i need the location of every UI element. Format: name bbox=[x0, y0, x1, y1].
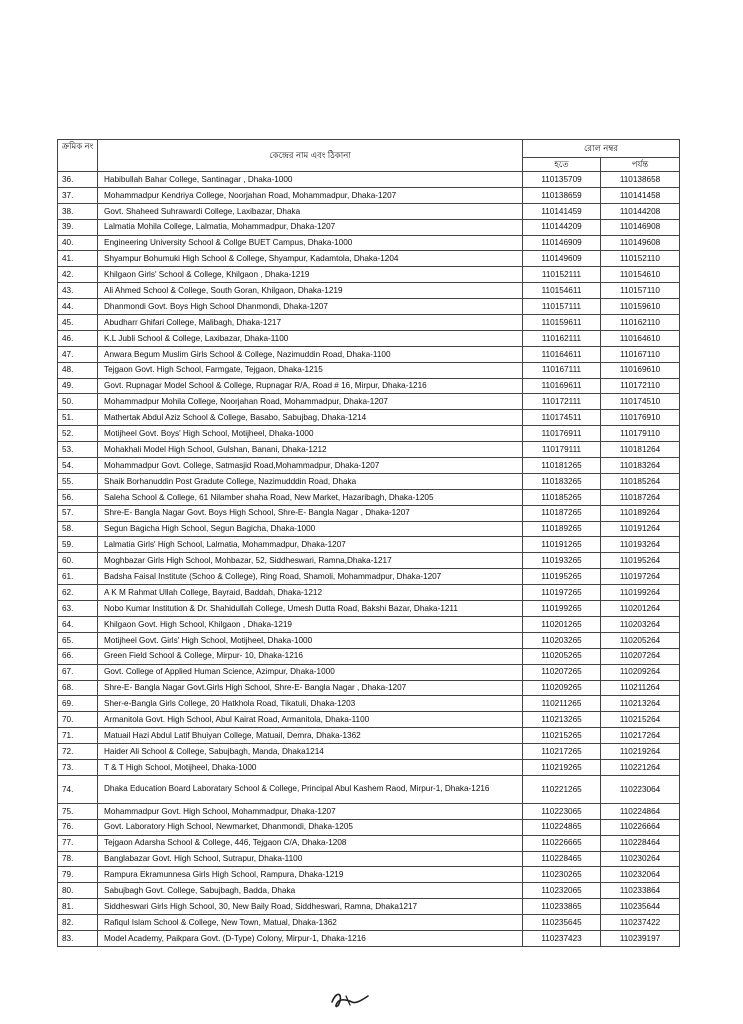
serial-cell: 67. bbox=[58, 664, 98, 680]
table-row bbox=[58, 930, 680, 946]
center-name-cell: Haider Ali School & College, Sabujbagh, Manda, Dhaka1214 bbox=[98, 744, 523, 760]
roll-to-cell: 110224864 bbox=[601, 803, 680, 819]
table-row bbox=[58, 203, 680, 219]
roll-to-cell: 110146908 bbox=[601, 219, 680, 235]
roll-from-cell: 110149609 bbox=[523, 251, 601, 267]
roll-to-cell: 110159610 bbox=[601, 299, 680, 315]
exam-centers-table bbox=[57, 139, 680, 947]
serial-cell: 63. bbox=[58, 601, 98, 617]
table-row bbox=[58, 553, 680, 569]
center-name-cell: Ali Ahmed School & College, South Goran, Khilgaon, Dhaka-1219 bbox=[98, 283, 523, 299]
serial-cell: 43. bbox=[58, 283, 98, 299]
serial-cell: 74. bbox=[58, 775, 98, 803]
roll-from-header: হতে bbox=[523, 158, 601, 172]
roll-from-cell: 110152111 bbox=[523, 267, 601, 283]
serial-cell: 48. bbox=[58, 362, 98, 378]
roll-from-cell: 110209265 bbox=[523, 680, 601, 696]
serial-cell: 71. bbox=[58, 728, 98, 744]
roll-to-cell: 110154610 bbox=[601, 267, 680, 283]
roll-from-cell: 110215265 bbox=[523, 728, 601, 744]
roll-to-cell: 110141458 bbox=[601, 187, 680, 203]
roll-from-cell: 110146909 bbox=[523, 235, 601, 251]
roll-to-cell: 110237422 bbox=[601, 915, 680, 931]
roll-from-cell: 110191265 bbox=[523, 537, 601, 553]
table-row bbox=[58, 819, 680, 835]
roll-from-cell: 110237423 bbox=[523, 930, 601, 946]
serial-cell: 72. bbox=[58, 744, 98, 760]
center-name-cell: Govt. College of Applied Human Science, Azimpur, Dhaka-1000 bbox=[98, 664, 523, 680]
roll-to-cell: 110233864 bbox=[601, 883, 680, 899]
table-row bbox=[58, 680, 680, 696]
roll-from-cell: 110230265 bbox=[523, 867, 601, 883]
center-name-cell: Rafiqul Islam School & College, New Town, Matual, Dhaka-1362 bbox=[98, 915, 523, 931]
table-row bbox=[58, 835, 680, 851]
table-row bbox=[58, 648, 680, 664]
serial-cell: 83. bbox=[58, 930, 98, 946]
roll-to-cell: 110205264 bbox=[601, 632, 680, 648]
roll-to-cell: 110217264 bbox=[601, 728, 680, 744]
center-name-cell: Anwara Begum Muslim Girls School & College, Nazimuddin Road, Dhaka-1100 bbox=[98, 346, 523, 362]
serial-cell: 46. bbox=[58, 330, 98, 346]
center-name-cell: T & T High School, Motijheel, Dhaka-1000 bbox=[98, 759, 523, 775]
serial-cell: 58. bbox=[58, 521, 98, 537]
roll-to-cell: 110189264 bbox=[601, 505, 680, 521]
serial-cell: 70. bbox=[58, 712, 98, 728]
center-name-cell: Tejgaon Govt. High School, Farmgate, Tejgaon, Dhaka-1215 bbox=[98, 362, 523, 378]
center-name-cell: Nobo Kumar Institution & Dr. Shahidullah College, Umesh Dutta Road, Bakshi Bazar, Dhaka-1211 bbox=[98, 601, 523, 617]
roll-to-cell: 110174510 bbox=[601, 394, 680, 410]
table-row bbox=[58, 426, 680, 442]
center-name-cell: Matuail Hazi Abdul Latif Bhuiyan College, Matuail, Demra, Dhaka-1362 bbox=[98, 728, 523, 744]
table-row bbox=[58, 330, 680, 346]
center-name-cell: Shyampur Bohumuki High School & College, Shyampur, Kadamtola, Dhaka-1204 bbox=[98, 251, 523, 267]
center-name-cell: Engineering University School & Collge BUET Campus, Dhaka-1000 bbox=[98, 235, 523, 251]
table-row bbox=[58, 759, 680, 775]
center-name-cell: Mohammadpur Govt. High School, Mohammadpur, Dhaka-1207 bbox=[98, 803, 523, 819]
roll-to-cell: 110169610 bbox=[601, 362, 680, 378]
table-row bbox=[58, 235, 680, 251]
center-name-cell: K.L Jubli School & College, Laxibazar, Dhaka-1100 bbox=[98, 330, 523, 346]
serial-cell: 39. bbox=[58, 219, 98, 235]
roll-from-cell: 110233865 bbox=[523, 899, 601, 915]
table-row bbox=[58, 915, 680, 931]
roll-to-cell: 110144208 bbox=[601, 203, 680, 219]
serial-cell: 79. bbox=[58, 867, 98, 883]
center-name-cell: Dhanmondi Govt. Boys High School Dhanmondi, Dhaka-1207 bbox=[98, 299, 523, 315]
table-row bbox=[58, 378, 680, 394]
center-name-cell: Mohakhali Model High School, Gulshan, Banani, Dhaka-1212 bbox=[98, 442, 523, 458]
table-row bbox=[58, 775, 680, 803]
roll-from-cell: 110167111 bbox=[523, 362, 601, 378]
roll-from-cell: 110223065 bbox=[523, 803, 601, 819]
roll-from-cell: 110154611 bbox=[523, 283, 601, 299]
serial-cell: 75. bbox=[58, 803, 98, 819]
serial-cell: 52. bbox=[58, 426, 98, 442]
roll-from-cell: 110201265 bbox=[523, 616, 601, 632]
center-name-cell: Mathertak Abdul Aziz School & College, Basabo, Sabujbag, Dhaka-1214 bbox=[98, 410, 523, 426]
roll-to-cell: 110181264 bbox=[601, 442, 680, 458]
roll-to-cell: 110215264 bbox=[601, 712, 680, 728]
roll-from-cell: 110224865 bbox=[523, 819, 601, 835]
roll-from-cell: 110193265 bbox=[523, 553, 601, 569]
roll-from-cell: 110226665 bbox=[523, 835, 601, 851]
roll-from-cell: 110179111 bbox=[523, 442, 601, 458]
roll-from-cell: 110164611 bbox=[523, 346, 601, 362]
table-body bbox=[58, 172, 680, 947]
center-name-cell: Armanitola Govt. High School, Abul Kairat Road, Armanitola, Dhaka-1100 bbox=[98, 712, 523, 728]
serial-cell: 68. bbox=[58, 680, 98, 696]
serial-cell: 41. bbox=[58, 251, 98, 267]
roll-to-cell: 110187264 bbox=[601, 489, 680, 505]
roll-to-cell: 110213264 bbox=[601, 696, 680, 712]
center-name-cell: Lalmatia Mohila College, Lalmatia, Mohammadpur, Dhaka-1207 bbox=[98, 219, 523, 235]
roll-to-cell: 110179110 bbox=[601, 426, 680, 442]
roll-from-cell: 110199265 bbox=[523, 601, 601, 617]
serial-cell: 81. bbox=[58, 899, 98, 915]
roll-to-cell: 110209264 bbox=[601, 664, 680, 680]
table-row bbox=[58, 251, 680, 267]
serial-cell: 42. bbox=[58, 267, 98, 283]
roll-to-cell: 110199264 bbox=[601, 585, 680, 601]
table-row bbox=[58, 744, 680, 760]
roll-to-cell: 110219264 bbox=[601, 744, 680, 760]
roll-from-cell: 110183265 bbox=[523, 473, 601, 489]
serial-cell: 50. bbox=[58, 394, 98, 410]
center-name-cell: Khilgaon Govt. High School, Khilgaon , Dhaka-1219 bbox=[98, 616, 523, 632]
table-row bbox=[58, 410, 680, 426]
serial-cell: 60. bbox=[58, 553, 98, 569]
serial-cell: 76. bbox=[58, 819, 98, 835]
roll-from-cell: 110159611 bbox=[523, 315, 601, 331]
table-row bbox=[58, 537, 680, 553]
serial-cell: 36. bbox=[58, 172, 98, 188]
center-name-cell: Saleha School & College, 61 Nilamber shaha Road, New Market, Hazaribagh, Dhaka-1205 bbox=[98, 489, 523, 505]
table-row bbox=[58, 299, 680, 315]
center-name-cell: Sabujbagh Govt. College, Sabujbagh, Badda, Dhaka bbox=[98, 883, 523, 899]
roll-to-cell: 110195264 bbox=[601, 553, 680, 569]
roll-to-cell: 110203264 bbox=[601, 616, 680, 632]
serial-cell: 82. bbox=[58, 915, 98, 931]
roll-from-cell: 110144209 bbox=[523, 219, 601, 235]
table-row bbox=[58, 883, 680, 899]
roll-to-cell: 110201264 bbox=[601, 601, 680, 617]
serial-header: ক্রমিক নং bbox=[58, 140, 98, 172]
serial-cell: 55. bbox=[58, 473, 98, 489]
roll-from-cell: 110187265 bbox=[523, 505, 601, 521]
table-row bbox=[58, 172, 680, 188]
table-row bbox=[58, 601, 680, 617]
table-row bbox=[58, 632, 680, 648]
roll-to-cell: 110211264 bbox=[601, 680, 680, 696]
roll-from-cell: 110207265 bbox=[523, 664, 601, 680]
serial-cell: 40. bbox=[58, 235, 98, 251]
table-row bbox=[58, 867, 680, 883]
roll-from-cell: 110174511 bbox=[523, 410, 601, 426]
center-name-cell: Mohammadpur Kendriya College, Noorjahan Road, Mohammadpur, Dhaka-1207 bbox=[98, 187, 523, 203]
roll-to-cell: 110164610 bbox=[601, 330, 680, 346]
table-row bbox=[58, 489, 680, 505]
roll-from-cell: 110169611 bbox=[523, 378, 601, 394]
serial-cell: 49. bbox=[58, 378, 98, 394]
roll-from-cell: 110162111 bbox=[523, 330, 601, 346]
serial-cell: 44. bbox=[58, 299, 98, 315]
handwritten-signature bbox=[328, 988, 372, 1012]
serial-cell: 64. bbox=[58, 616, 98, 632]
roll-to-cell: 110149608 bbox=[601, 235, 680, 251]
center-name-cell: Mohammadpur Mohila College, Noorjahan Road, Mohammadpur, Dhaka-1207 bbox=[98, 394, 523, 410]
serial-cell: 57. bbox=[58, 505, 98, 521]
serial-cell: 65. bbox=[58, 632, 98, 648]
roll-from-cell: 110213265 bbox=[523, 712, 601, 728]
serial-cell: 45. bbox=[58, 315, 98, 331]
serial-cell: 38. bbox=[58, 203, 98, 219]
center-name-cell: Segun Bagicha High School, Segun Bagicha, Dhaka-1000 bbox=[98, 521, 523, 537]
center-name-cell: Moghbazar Girls High School, Mohbazar, 52, Siddheswari, Ramna,Dhaka-1217 bbox=[98, 553, 523, 569]
table-row bbox=[58, 521, 680, 537]
serial-cell: 69. bbox=[58, 696, 98, 712]
center-name-cell: Dhaka Education Board Laboratary School & College, Principal Abul Kashem Raod, Mirpur-1, Dhaka-1216 bbox=[98, 775, 523, 803]
roll-to-cell: 110221264 bbox=[601, 759, 680, 775]
table-row bbox=[58, 442, 680, 458]
roll-to-cell: 110239197 bbox=[601, 930, 680, 946]
serial-cell: 80. bbox=[58, 883, 98, 899]
table-row bbox=[58, 267, 680, 283]
table-row bbox=[58, 569, 680, 585]
roll-from-cell: 110135709 bbox=[523, 172, 601, 188]
roll-to-cell: 110152110 bbox=[601, 251, 680, 267]
center-name-cell: Lalmatia Girls' High School, Lalmatia, Mohammadpur, Dhaka-1207 bbox=[98, 537, 523, 553]
roll-to-cell: 110226664 bbox=[601, 819, 680, 835]
serial-cell: 51. bbox=[58, 410, 98, 426]
roll-to-cell: 110167110 bbox=[601, 346, 680, 362]
roll-from-cell: 110138659 bbox=[523, 187, 601, 203]
serial-cell: 56. bbox=[58, 489, 98, 505]
table-row bbox=[58, 187, 680, 203]
roll-from-cell: 110172111 bbox=[523, 394, 601, 410]
center-name-cell: Khilgaon Girls' School & College, Khilgaon , Dhaka-1219 bbox=[98, 267, 523, 283]
roll-from-cell: 110221265 bbox=[523, 775, 601, 803]
roll-to-cell: 110235644 bbox=[601, 899, 680, 915]
roll-to-cell: 110185264 bbox=[601, 473, 680, 489]
table-row bbox=[58, 315, 680, 331]
table-row bbox=[58, 362, 680, 378]
table-row bbox=[58, 664, 680, 680]
table-row bbox=[58, 728, 680, 744]
roll-from-cell: 110232065 bbox=[523, 883, 601, 899]
roll-to-cell: 110191264 bbox=[601, 521, 680, 537]
roll-from-cell: 110176911 bbox=[523, 426, 601, 442]
roll-to-cell: 110176910 bbox=[601, 410, 680, 426]
table-row bbox=[58, 803, 680, 819]
center-name-header: কেন্দ্রের নাম এবং ঠিকানা bbox=[98, 140, 523, 172]
roll-from-cell: 110217265 bbox=[523, 744, 601, 760]
serial-cell: 77. bbox=[58, 835, 98, 851]
roll-from-cell: 110141459 bbox=[523, 203, 601, 219]
serial-cell: 61. bbox=[58, 569, 98, 585]
serial-cell: 78. bbox=[58, 851, 98, 867]
roll-to-cell: 110193264 bbox=[601, 537, 680, 553]
roll-to-cell: 110230264 bbox=[601, 851, 680, 867]
center-name-cell: Shre-E- Bangla Nagar Govt.Girls High School, Shre-E- Bangla Nagar , Dhaka-1207 bbox=[98, 680, 523, 696]
table-row bbox=[58, 899, 680, 915]
table-row bbox=[58, 219, 680, 235]
serial-cell: 54. bbox=[58, 458, 98, 474]
table-row bbox=[58, 346, 680, 362]
roll-to-cell: 110207264 bbox=[601, 648, 680, 664]
roll-to-cell: 110232064 bbox=[601, 867, 680, 883]
serial-cell: 59. bbox=[58, 537, 98, 553]
center-name-cell: Govt. Rupnagar Model School & College, Rupnagar R/A, Road # 16, Mirpur, Dhaka-1216 bbox=[98, 378, 523, 394]
center-name-cell: Siddheswari Girls High School, 30, New Baily Road, Siddheswari, Ramna, Dhaka1217 bbox=[98, 899, 523, 915]
center-name-cell: A K M Rahmat Ullah College, Bayraid, Baddah, Dhaka-1212 bbox=[98, 585, 523, 601]
center-name-cell: Mohammadpur Govt. College, Satmasjid Road,Mohammadpur, Dhaka-1207 bbox=[98, 458, 523, 474]
roll-to-cell: 110223064 bbox=[601, 775, 680, 803]
roll-from-cell: 110219265 bbox=[523, 759, 601, 775]
roll-to-header: পর্যন্ত bbox=[601, 158, 680, 172]
roll-from-cell: 110205265 bbox=[523, 648, 601, 664]
roll-to-cell: 110162110 bbox=[601, 315, 680, 331]
serial-cell: 37. bbox=[58, 187, 98, 203]
roll-from-cell: 110185265 bbox=[523, 489, 601, 505]
roll-from-cell: 110228465 bbox=[523, 851, 601, 867]
roll-from-cell: 110157111 bbox=[523, 299, 601, 315]
roll-to-cell: 110183264 bbox=[601, 458, 680, 474]
center-name-cell: Motijheel Govt. Boys' High School, Motijheel, Dhaka-1000 bbox=[98, 426, 523, 442]
roll-from-cell: 110197265 bbox=[523, 585, 601, 601]
center-name-cell: Govt. Shaheed Suhrawardi College, Laxibazar, Dhaka bbox=[98, 203, 523, 219]
roll-to-cell: 110172110 bbox=[601, 378, 680, 394]
table-header bbox=[58, 140, 680, 172]
roll-to-cell: 110228464 bbox=[601, 835, 680, 851]
center-name-cell: Shaik Borhanuddin Post Gradute College, Nazimudddin Road, Dhaka bbox=[98, 473, 523, 489]
center-name-cell: Model Academy, Paikpara Govt. (D-Type) Colony, Mirpur-1, Dhaka-1216 bbox=[98, 930, 523, 946]
roll-from-cell: 110203265 bbox=[523, 632, 601, 648]
center-name-cell: Banglabazar Govt. High School, Sutrapur, Dhaka-1100 bbox=[98, 851, 523, 867]
roll-from-cell: 110195265 bbox=[523, 569, 601, 585]
center-name-cell: Govt. Laboratory High School, Newmarket, Dhanmondi, Dhaka-1205 bbox=[98, 819, 523, 835]
table-row bbox=[58, 616, 680, 632]
roll-from-cell: 110235645 bbox=[523, 915, 601, 931]
serial-cell: 66. bbox=[58, 648, 98, 664]
center-name-cell: Sher-e-Bangla Girls College, 20 Hatkhola Road, Tikatuli, Dhaka-1203 bbox=[98, 696, 523, 712]
table-row bbox=[58, 712, 680, 728]
center-name-cell: Rampura Ekramunnesa Girls High School, Rampura, Dhaka-1219 bbox=[98, 867, 523, 883]
center-name-cell: Abudharr Ghifari College, Malibagh, Dhaka-1217 bbox=[98, 315, 523, 331]
table-row bbox=[58, 394, 680, 410]
roll-from-cell: 110189265 bbox=[523, 521, 601, 537]
roll-from-cell: 110181265 bbox=[523, 458, 601, 474]
center-name-cell: Habibullah Bahar College, Santinagar , Dhaka-1000 bbox=[98, 172, 523, 188]
roll-number-header: রোল নম্বর bbox=[523, 140, 680, 158]
roll-to-cell: 110197264 bbox=[601, 569, 680, 585]
serial-cell: 53. bbox=[58, 442, 98, 458]
center-name-cell: Tejgaon Adarsha School & College, 446, Tejgaon C/A, Dhaka-1208 bbox=[98, 835, 523, 851]
roll-to-cell: 110157110 bbox=[601, 283, 680, 299]
center-name-cell: Badsha Faisal Institute (Schoo & College), Ring Road, Shamoli, Mohammadpur, Dhaka-1207 bbox=[98, 569, 523, 585]
table-row bbox=[58, 458, 680, 474]
roll-from-cell: 110211265 bbox=[523, 696, 601, 712]
serial-cell: 47. bbox=[58, 346, 98, 362]
table-row bbox=[58, 505, 680, 521]
center-name-cell: Shre-E- Bangla Nagar Govt. Boys High School, Shre-E- Bangla Nagar , Dhaka-1207 bbox=[98, 505, 523, 521]
table-row bbox=[58, 283, 680, 299]
table-row bbox=[58, 473, 680, 489]
roll-to-cell: 110138658 bbox=[601, 172, 680, 188]
table-row bbox=[58, 585, 680, 601]
center-name-cell: Motijheel Govt. Girls' High School, Motijheel, Dhaka-1000 bbox=[98, 632, 523, 648]
center-name-cell: Green Field School & College, Mirpur- 10, Dhaka-1216 bbox=[98, 648, 523, 664]
table-row bbox=[58, 696, 680, 712]
serial-cell: 62. bbox=[58, 585, 98, 601]
serial-cell: 73. bbox=[58, 759, 98, 775]
table-row bbox=[58, 851, 680, 867]
